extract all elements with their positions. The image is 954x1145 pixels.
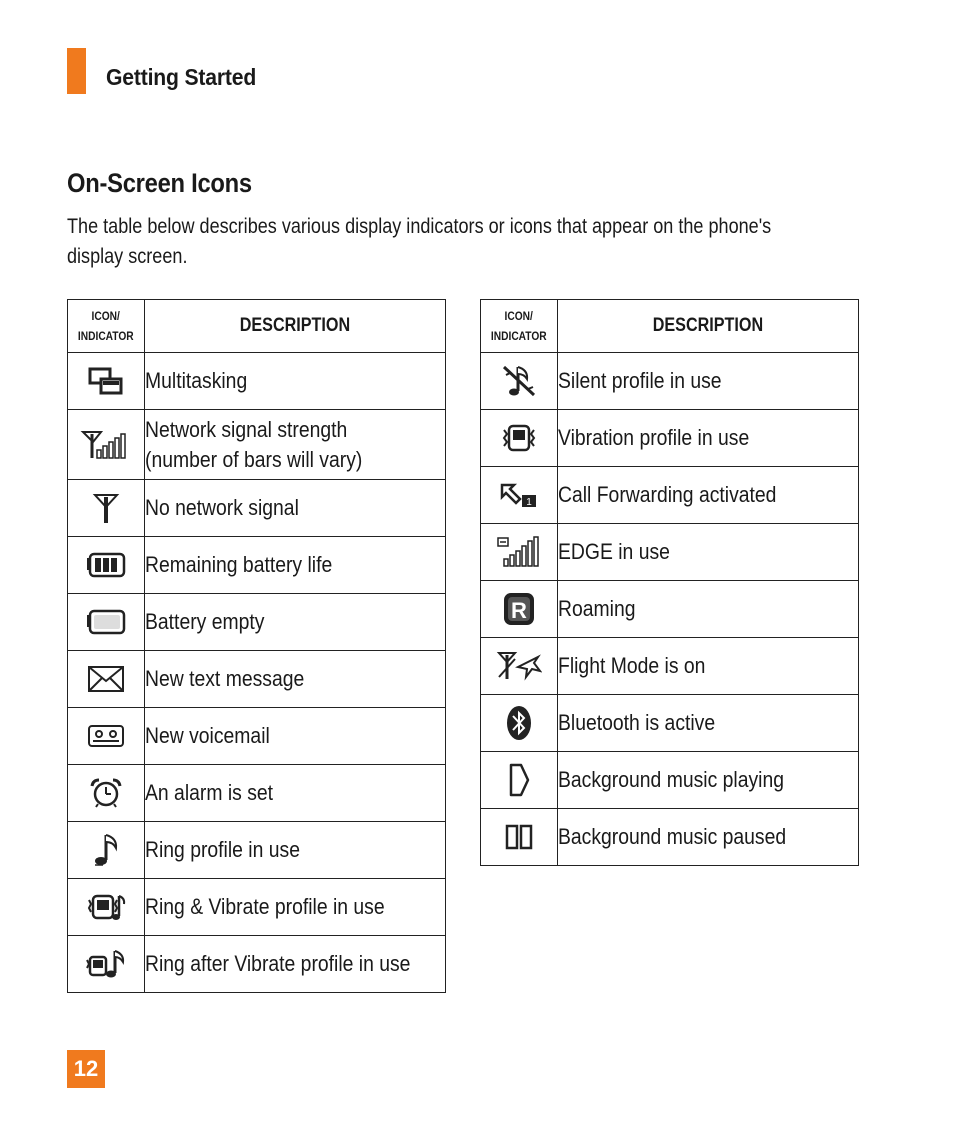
row-description: New voicemail bbox=[145, 723, 270, 748]
row-description: Battery empty bbox=[145, 609, 265, 634]
flight-mode-icon bbox=[496, 649, 542, 683]
row-description: Call Forwarding activated bbox=[558, 482, 777, 507]
row-description: Vibration profile in use bbox=[558, 425, 750, 450]
vibrate-icon bbox=[499, 421, 539, 455]
table-row bbox=[68, 822, 446, 879]
page-number: 12 bbox=[67, 1050, 105, 1088]
table-row bbox=[68, 936, 446, 993]
ring-after-vibrate-icon bbox=[85, 947, 127, 981]
ring-vibrate-icon bbox=[85, 890, 127, 924]
play-icon bbox=[507, 762, 531, 798]
row-description: New text message bbox=[145, 666, 305, 691]
row-description: Ring & Vibrate profile in use bbox=[145, 894, 385, 919]
description-column-header: DESCRIPTION bbox=[558, 300, 859, 353]
silent-icon bbox=[500, 363, 538, 399]
row-description: Network signal strength bbox=[145, 416, 348, 442]
table-row bbox=[68, 651, 446, 708]
icon-column-header: ICON/ INDICATOR bbox=[481, 300, 558, 353]
row-description: Flight Mode is on bbox=[558, 653, 706, 678]
ring-note-icon bbox=[91, 832, 121, 868]
icon-column-header: ICON/ INDICATOR bbox=[68, 300, 145, 353]
icon-table-right bbox=[480, 299, 859, 866]
page-heading: On-Screen Icons bbox=[67, 168, 252, 198]
voicemail-icon bbox=[87, 723, 125, 749]
intro-paragraph: The table below describes various display indicators or icons that appear on the phone's display screen. bbox=[67, 215, 772, 268]
table-row bbox=[68, 594, 446, 651]
table-row bbox=[68, 708, 446, 765]
table-row bbox=[481, 752, 859, 809]
table-row bbox=[68, 879, 446, 936]
table-row bbox=[68, 410, 446, 480]
table-row bbox=[68, 480, 446, 537]
svg-text:1: 1 bbox=[526, 497, 532, 508]
battery-empty-icon bbox=[86, 608, 126, 636]
row-description-line2: (number of bars will vary) bbox=[145, 446, 363, 472]
edge-icon bbox=[494, 535, 544, 569]
row-description: Background music playing bbox=[558, 767, 784, 792]
table-row bbox=[481, 467, 859, 524]
bluetooth-icon bbox=[504, 704, 534, 742]
description-column-header: DESCRIPTION bbox=[145, 300, 446, 353]
table-header-row bbox=[481, 300, 859, 353]
envelope-icon bbox=[87, 665, 125, 693]
battery-full-icon bbox=[86, 551, 126, 579]
row-description: Remaining battery life bbox=[145, 552, 333, 577]
roaming-icon bbox=[501, 591, 537, 627]
row-description: Ring after Vibrate profile in use bbox=[145, 951, 411, 976]
no-signal-icon bbox=[91, 491, 121, 525]
row-description: Ring profile in use bbox=[145, 837, 300, 862]
row-description: Background music paused bbox=[558, 824, 787, 849]
table-row bbox=[481, 581, 859, 638]
table-row bbox=[68, 537, 446, 594]
row-description: Silent profile in use bbox=[558, 368, 722, 393]
section-title: Getting Started bbox=[106, 64, 257, 90]
svg-text:R: R bbox=[511, 598, 527, 623]
alarm-clock-icon bbox=[89, 777, 123, 809]
icon-table-left bbox=[67, 299, 446, 993]
row-description: EDGE in use bbox=[558, 539, 670, 564]
table-row bbox=[481, 410, 859, 467]
row-description: An alarm is set bbox=[145, 780, 274, 805]
pause-icon bbox=[504, 823, 534, 851]
section-accent-bar bbox=[67, 48, 86, 94]
row-description: No network signal bbox=[145, 495, 299, 520]
row-description: Multitasking bbox=[145, 368, 248, 393]
table-row bbox=[481, 524, 859, 581]
table-row bbox=[481, 638, 859, 695]
multitasking-icon bbox=[86, 366, 126, 396]
table-row bbox=[68, 765, 446, 822]
table-header-row bbox=[68, 300, 446, 353]
table-row bbox=[481, 809, 859, 866]
table-row bbox=[481, 353, 859, 410]
table-row bbox=[68, 353, 446, 410]
signal-strength-icon bbox=[80, 428, 132, 462]
table-row bbox=[481, 695, 859, 752]
row-description: Roaming bbox=[558, 596, 636, 621]
call-forward-icon bbox=[498, 479, 540, 511]
row-description: Bluetooth is active bbox=[558, 710, 716, 735]
